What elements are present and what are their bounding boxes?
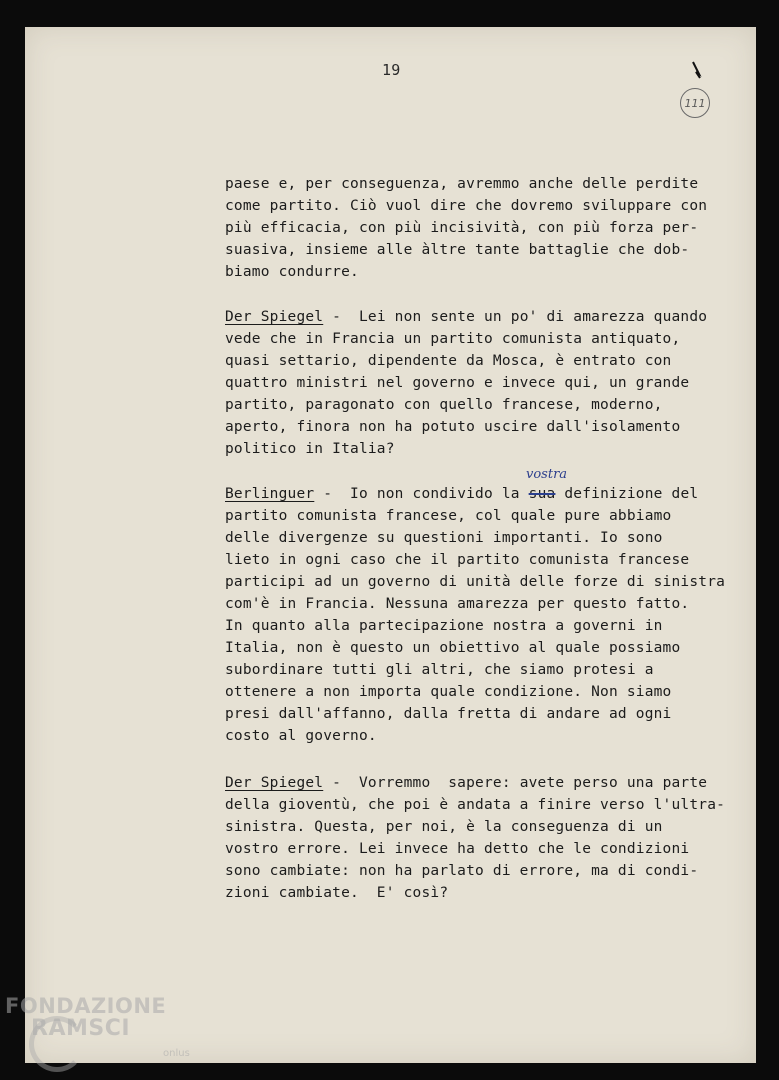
body-line: partito comunista francese, col quale pure abbiamo bbox=[225, 508, 672, 524]
body-line: sinistra. Questa, per noi, è la conseguenza di un bbox=[225, 819, 663, 835]
speaker-der-spiegel: Der Spiegel bbox=[225, 309, 324, 325]
body-line: vostro errore. Lei invece ha detto che le condizioni bbox=[225, 841, 690, 857]
body-line: delle divergenze su questioni importanti. Io sono bbox=[225, 530, 663, 546]
line-text: - Lei non sente un po' di amarezza quando bbox=[323, 309, 708, 325]
body-line: quattro ministri nel governo e invece qui, un grande bbox=[225, 375, 690, 391]
body-line: subordinare tutti gli altri, che siamo protesi a bbox=[225, 662, 654, 678]
body-line: biamo condurre. bbox=[225, 264, 359, 280]
body-line: ottenere a non importa quale condizione. Non siamo bbox=[225, 684, 672, 700]
question-1-first-line bbox=[225, 306, 707, 328]
archive-stamp: 111 bbox=[680, 88, 710, 118]
question-2-first-line bbox=[225, 772, 707, 794]
speaker-berlinguer: Berlinguer bbox=[225, 486, 315, 502]
body-line: politico in Italia? bbox=[225, 441, 395, 457]
line-text: definizione del bbox=[555, 486, 699, 502]
watermark-onlus: onlus bbox=[163, 1048, 190, 1059]
line-text: - Io non condivido la bbox=[314, 486, 529, 502]
body-line: vede che in Francia un partito comunista antiquato, bbox=[225, 331, 681, 347]
line-text: - Vorremmo sapere: avete perso una parte bbox=[323, 775, 708, 791]
body-line: suasiva, insieme alle àltre tante battaglie che dob- bbox=[225, 242, 690, 258]
watermark-line-2: RAMSCI bbox=[31, 1016, 131, 1041]
answer-1-first-line bbox=[225, 483, 698, 505]
page-number: 19 bbox=[382, 61, 401, 79]
body-line: com'è in Francia. Nessuna amarezza per questo fatto. bbox=[225, 596, 690, 612]
body-line: presi dall'affanno, dalla fretta di andare ad ogni bbox=[225, 706, 672, 722]
body-line: partito, paragonato con quello francese, moderno, bbox=[225, 397, 663, 413]
body-line: sono cambiate: non ha parlato di errore, ma di condi- bbox=[225, 863, 699, 879]
body-line: lieto in ogni caso che il partito comunista francese bbox=[225, 552, 690, 568]
body-line: zioni cambiate. E' così? bbox=[225, 885, 449, 901]
handwritten-correction: vostra bbox=[526, 467, 568, 482]
body-line: Italia, non è questo un obiettivo al quale possiamo bbox=[225, 640, 681, 656]
fondazione-gramsci-watermark bbox=[5, 994, 190, 1059]
body-line: della gioventù, che poi è andata a finire verso l'ultra- bbox=[225, 797, 726, 813]
body-line: participi ad un governo di unità delle forze di sinistra bbox=[225, 574, 726, 590]
body-line: come partito. Ciò vuol dire che dovremo sviluppare con bbox=[225, 198, 708, 214]
body-line: paese e, per conseguenza, avremmo anche delle perdite bbox=[225, 176, 699, 192]
watermark-line-1: FONDAZIONE bbox=[5, 994, 167, 1018]
struck-word: sua bbox=[528, 486, 556, 502]
speaker-der-spiegel: Der Spiegel bbox=[225, 775, 324, 791]
body-line: costo al governo. bbox=[225, 728, 377, 744]
body-line: aperto, finora non ha potuto uscire dall'isolamento bbox=[225, 419, 681, 435]
body-line: quasi settario, dipendente da Mosca, è entrato con bbox=[225, 353, 672, 369]
corner-pen-mark bbox=[690, 60, 704, 80]
body-line: più efficacia, con più incisività, con più forza per- bbox=[225, 220, 699, 236]
body-line: In quanto alla partecipazione nostra a governi in bbox=[225, 618, 663, 634]
